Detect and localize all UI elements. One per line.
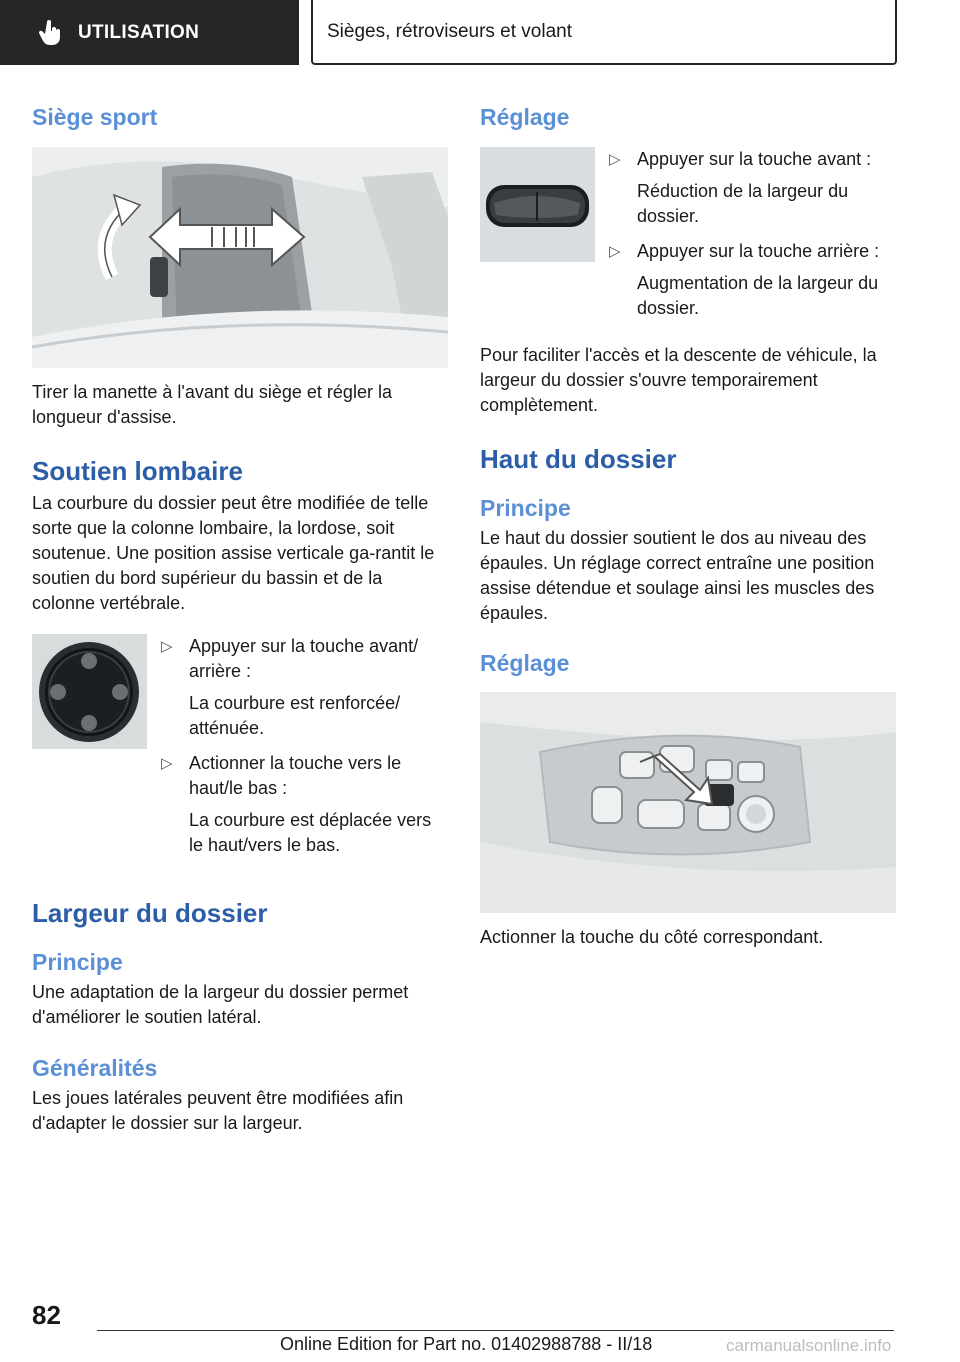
list-item bbox=[159, 634, 448, 741]
footer-divider bbox=[97, 1330, 894, 1331]
header-chapter bbox=[311, 0, 897, 65]
haut-principe-text: Le haut du dossier soutient le dos au niveau des épaules. Un réglage correct entraîne une position assise détendue et soulage ainsi les muscles des épaules. bbox=[480, 528, 875, 623]
heading-reglage: Réglage bbox=[480, 650, 570, 676]
heading-soutien-lombaire: Soutien lombaire bbox=[32, 456, 243, 486]
generalites-text: Les joues latérales peuvent être modifiées afin d'adapter le dossier sur la largeur. bbox=[32, 1088, 404, 1133]
heading-reglage: Réglage bbox=[480, 104, 570, 130]
seat-controls-illustration bbox=[480, 692, 896, 913]
width-button-illustration bbox=[480, 147, 595, 262]
heading-largeur-dossier: Largeur du dossier bbox=[32, 898, 268, 928]
heading-haut-dossier: Haut du dossier bbox=[480, 444, 677, 474]
step-action: Actionner la touche vers le haut/le bas : bbox=[189, 753, 402, 798]
step-action: Appuyer sur la touche avant : bbox=[637, 149, 872, 169]
hand-pointer-icon bbox=[36, 19, 64, 47]
page-number: 82 bbox=[32, 1300, 61, 1330]
heading-generalites: Généralités bbox=[32, 1055, 158, 1081]
watermark: carmanualsonline.info bbox=[726, 1336, 892, 1355]
reglage-text: Pour faciliter l'accès et la descente de véhicule, la largeur du dossier s'ouvre temporairement complètement. bbox=[480, 345, 877, 415]
seat-length-illustration bbox=[32, 147, 448, 368]
heading-siege-sport: Siège sport bbox=[32, 104, 158, 130]
step-result: Augmentation de la largeur du dossier. bbox=[637, 273, 879, 318]
lumbar-button-illustration bbox=[32, 634, 147, 749]
left-column bbox=[32, 96, 448, 1136]
header-section-tab bbox=[0, 0, 299, 65]
heading-principe: Principe bbox=[480, 495, 571, 521]
principe-text: Une adaptation de la largeur du dossier permet d'améliorer le soutien latéral. bbox=[32, 982, 409, 1027]
heading-principe: Principe bbox=[32, 949, 123, 975]
lombaire-text: La courbure du dossier peut être modifiée de telle sorte que la colonne lombaire, la lordose, soit soutenue. Une position assise verticale ga-rantit le soutien du bord supérieur du bassin et de la colonne vertébrale. bbox=[32, 493, 435, 613]
step-action: Appuyer sur la touche arrière : bbox=[637, 241, 880, 261]
triangle-right-icon: ▷ bbox=[609, 151, 621, 168]
step-result: La courbure est renforcée/ atténuée. bbox=[189, 693, 401, 738]
list-item bbox=[607, 147, 896, 229]
list-item bbox=[607, 239, 896, 321]
section-title: UTILISATION bbox=[78, 21, 200, 43]
triangle-right-icon: ▷ bbox=[161, 638, 173, 655]
lombaire-steps bbox=[159, 634, 448, 868]
step-result: Réduction de la largeur du dossier. bbox=[637, 181, 849, 226]
reglage-steps bbox=[607, 147, 896, 331]
step-result: La courbure est déplacée vers le haut/vers le bas. bbox=[189, 810, 432, 855]
chapter-title: Sièges, rétroviseurs et volant bbox=[327, 20, 573, 42]
haut-reglage-text: Actionner la touche du côté correspondant. bbox=[480, 927, 824, 947]
right-column bbox=[480, 96, 896, 950]
step-action: Appuyer sur la touche avant/ arrière : bbox=[189, 636, 419, 681]
siege-sport-text: Tirer la manette à l'avant du siège et régler la longueur d'assise. bbox=[32, 382, 392, 427]
list-item bbox=[159, 751, 448, 858]
edition-text: Online Edition for Part no. 01402988788 - II/18 bbox=[280, 1334, 653, 1354]
triangle-right-icon: ▷ bbox=[161, 755, 173, 772]
triangle-right-icon: ▷ bbox=[609, 243, 621, 260]
